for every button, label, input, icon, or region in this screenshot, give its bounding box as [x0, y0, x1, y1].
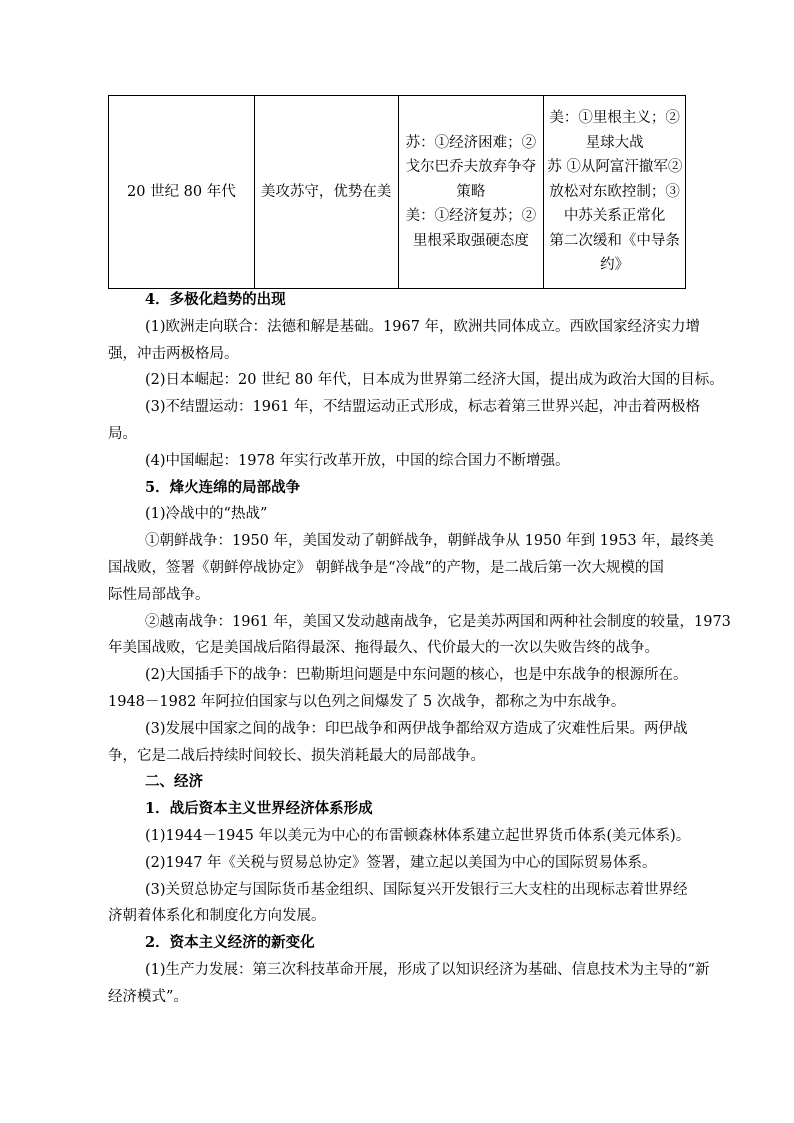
text-line: (4)中国崛起：1978 年实行改革开放，中国的综合国力不断增强。 — [145, 452, 570, 469]
text-line: (1)生产力发展：第三次科技革命开展，形成了以知识经济为基础、信息技术为主导的“新 — [145, 961, 710, 978]
section-heading: 4．多极化趋势的出现 — [145, 291, 286, 308]
situation-text: 美攻苏守，优势在美 — [260, 183, 392, 200]
policy-line: 美：①经济复苏；② — [405, 208, 537, 225]
text-line: (3)不结盟运动：1961 年，不结盟运动正式形成，标志着第三世界兴起，冲击着两极格 — [145, 399, 701, 416]
text-line: (2)日本崛起：20 世纪 80 年代，日本成为世界第二经济大国，提出成为政治大国的目标。 — [145, 372, 724, 389]
text-line: (3)发展中国家之间的战争：印巴战争和两伊战争都给双方造成了灾难性后果。两伊战 — [145, 720, 688, 737]
cold-war-table — [108, 95, 686, 289]
section-heading: 2．资本主义经济的新变化 — [145, 934, 315, 952]
table-row — [109, 96, 686, 289]
section-heading: 5．烽火连绵的局部战争 — [145, 478, 301, 496]
events-cell — [544, 96, 686, 289]
policy-line: 苏：①经济困难；② — [405, 134, 537, 151]
period-text: 20 世纪 80 年代 — [127, 183, 236, 200]
policy-line: 策略 — [456, 183, 486, 200]
situation-cell — [254, 96, 398, 289]
text-line: ①朝鲜战争：1950 年，美国发动了朝鲜战争，朝鲜战争从 1950 年到 1953 年，最终美 — [145, 533, 714, 550]
text-line: 局。 — [108, 425, 137, 442]
document-body — [108, 287, 731, 1011]
events-line: 美：①里根主义；② — [549, 110, 680, 127]
policy-cell — [398, 96, 544, 289]
period-cell — [109, 96, 255, 289]
events-line: 放松对东欧控制；③ — [549, 183, 680, 200]
section-heading: 1．战后资本主义世界经济体系形成 — [145, 800, 373, 818]
text-line: 际性局部战争。 — [108, 586, 210, 603]
policy-line: 戈尔巴乔夫放弃争夺 — [405, 159, 537, 176]
policy-line: 里根采取强硬态度 — [412, 232, 529, 249]
text-line: 1948－1982 年阿拉伯国家与以色列之间爆发了 5 次战争，都称之为中东战争。 — [108, 693, 626, 710]
text-line: ②越南战争：1961 年，美国又发动越南战争，它是美苏两国和两种社会制度的较量，1973 — [145, 613, 731, 630]
text-line: (1)1944－1945 年以美元为中心的布雷顿森林体系建立起世界货币体系(美元体系)。 — [145, 827, 691, 844]
events-line: 约》 — [600, 257, 630, 274]
text-line: 强，冲击两极格局。 — [108, 345, 239, 362]
text-line: 国战败，签署《朝鲜停战协定》 朝鲜战争是“冷战”的产物，是二战后第一次大规模的国 — [108, 559, 664, 576]
text-line: (3)关贸总协定与国际货币基金组织、国际复兴开发银行三大支柱的出现标志着世界经 — [145, 881, 688, 898]
events-line: 苏 ①从阿富汗撤军② — [547, 159, 683, 176]
section-heading: 二、经济 — [145, 773, 203, 791]
text-line: 争，它是二战后持续时间较长、损失消耗最大的局部战争。 — [108, 747, 485, 764]
text-line: (2)大国插手下的战争：巴勒斯坦问题是中东问题的核心，也是中东战争的根源所在。 — [145, 667, 688, 684]
text-line: 年美国战败，它是美国战后陷得最深、拖得最久、代价最大的一次以失败告终的战争。 — [108, 640, 659, 657]
text-line: (1)冷战中的“热战” — [145, 506, 268, 523]
text-line: (1)欧洲走向联合：法德和解是基础。1967 年，欧洲共同体成立。西欧国家经济实力增 — [145, 318, 701, 335]
events-line: 第二次缓和《中导条 — [549, 232, 680, 249]
events-line: 星球大战 — [585, 134, 644, 151]
events-line: 中苏关系正常化 — [563, 208, 666, 225]
text-line: 济朝着体系化和制度化方向发展。 — [108, 908, 326, 925]
text-line: (2)1947 年《关税与贸易总协定》签署，建立起以美国为中心的国际贸易体系。 — [145, 854, 657, 871]
text-line: 经济模式”。 — [108, 988, 188, 1005]
